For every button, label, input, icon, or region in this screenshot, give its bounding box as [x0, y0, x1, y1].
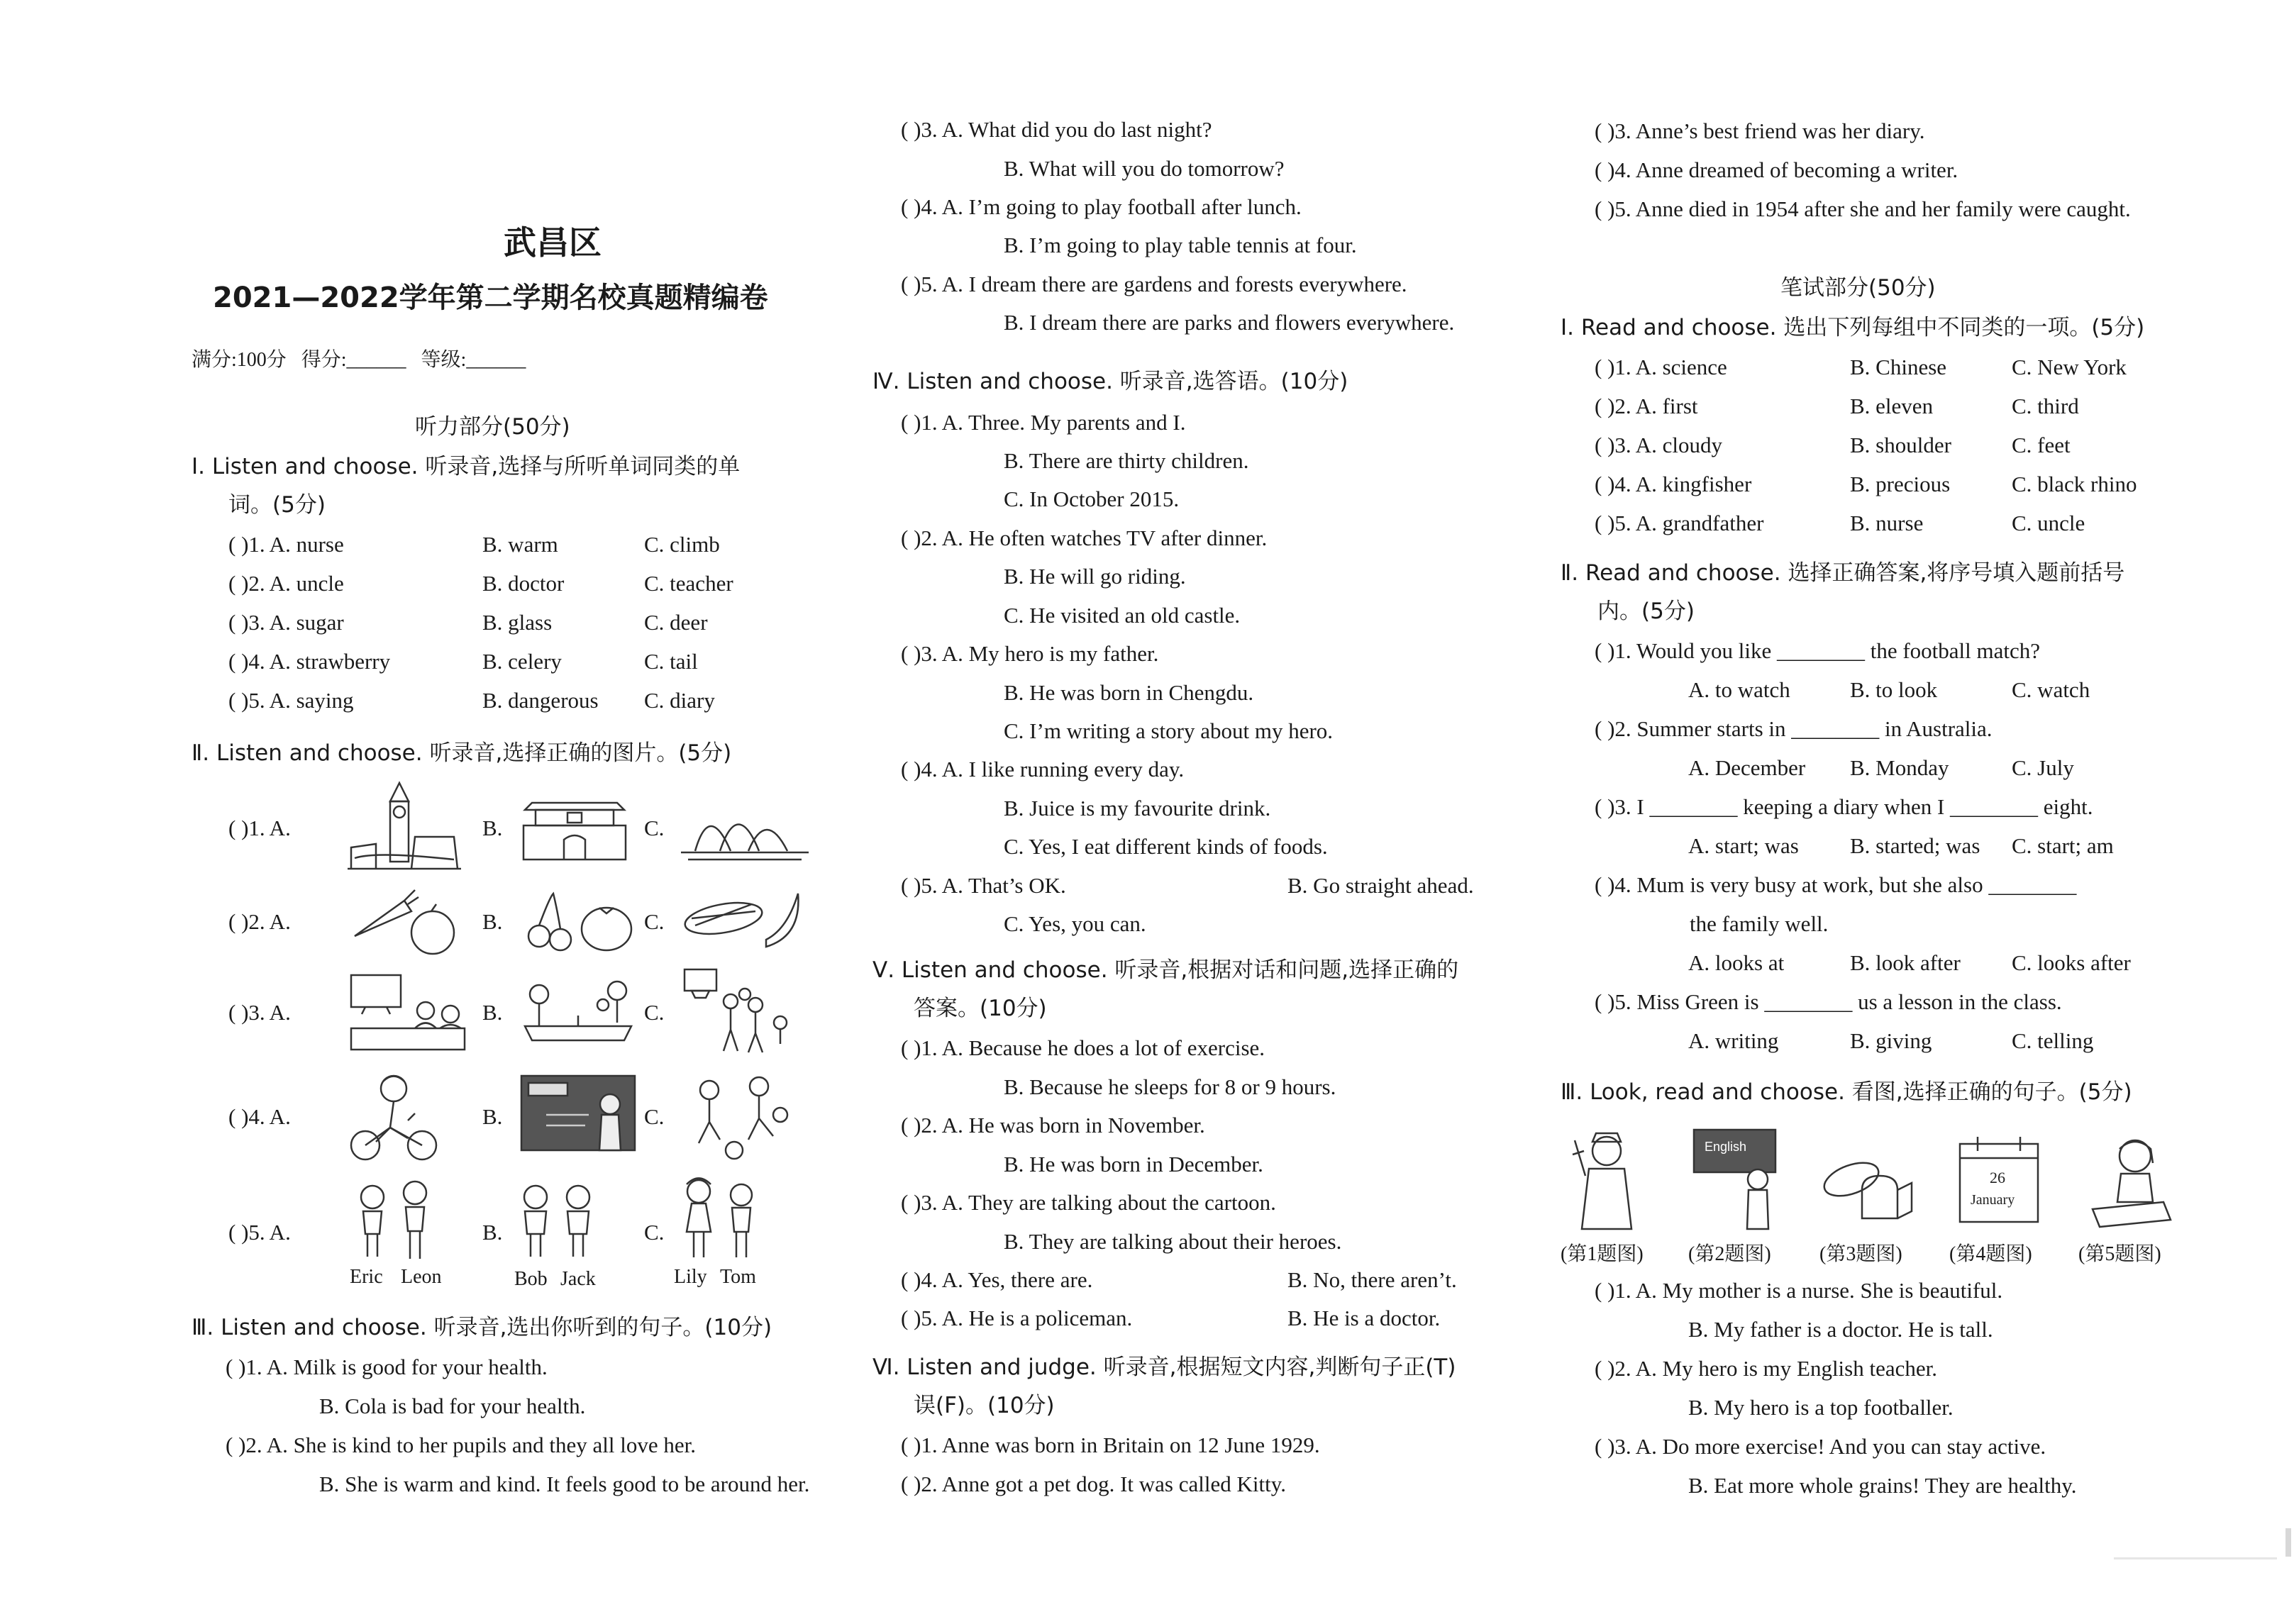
option-b: B. glass: [482, 610, 553, 635]
question-line: ( )5. A. That’s OK.: [901, 873, 1066, 898]
question-line: ( )1. A. My mother is a nurse. She is beautiful.: [1595, 1278, 2003, 1303]
option-c: C. feet: [2012, 433, 2071, 457]
page-edge-mark: [2285, 1528, 2291, 1557]
page-edge-line: [2114, 1557, 2277, 1559]
question-number: ( )1. A. nurse: [228, 532, 344, 557]
question-line: ( )3. Anne’s best friend was her diary.: [1595, 118, 1925, 143]
question-number: ( )2. A. first: [1595, 394, 1698, 418]
name-label: Eric: [350, 1266, 383, 1288]
question-line: ( )1. A. Because he does a lot of exercise.: [901, 1035, 1265, 1060]
option-c: C. teacher: [644, 571, 733, 596]
picture-caption: (第1题图): [1561, 1243, 1644, 1265]
option-line: B. He is a doctor.: [1287, 1306, 1441, 1330]
kids-playing-football-image[interactable]: [681, 1072, 794, 1161]
option-line: B. He was born in Chengdu.: [1004, 680, 1254, 705]
option-c: C. uncle: [2012, 511, 2085, 535]
section-title: 答案。(10分): [914, 996, 1047, 1021]
option-line: B. Because he sleeps for 8 or 9 hours.: [1004, 1074, 1336, 1099]
name-label: Tom: [720, 1266, 756, 1288]
option-a: A. looks at: [1688, 950, 1785, 975]
question-line: ( )3. A. Do more exercise! And you can stay active.: [1595, 1434, 2046, 1459]
picture-caption: (第4题图): [1949, 1243, 2032, 1265]
option-b: B. warm: [482, 532, 558, 557]
option-line: B. They are talking about their heroes.: [1004, 1229, 1342, 1254]
question-line: the family well.: [1690, 911, 1829, 936]
option-line: B. I dream there are parks and flowers everywhere.: [1004, 310, 1455, 335]
option-c: C. black rhino: [2012, 472, 2137, 496]
option-b: B. Monday: [1850, 755, 1949, 780]
big-ben-landmark-image[interactable]: [348, 780, 461, 872]
option-line: B. She is warm and kind. It feels good to be around her.: [319, 1472, 810, 1496]
option-a: A. start; was: [1688, 833, 1799, 858]
option-b: B.: [482, 1000, 503, 1025]
question-number: ( )3. A.: [228, 1000, 291, 1025]
section-title: Ⅰ. Listen and choose. 听录音,选择与所听单词同类的单: [192, 454, 741, 479]
section-title: Ⅳ. Listen and choose. 听录音,选答语。(10分): [872, 369, 1348, 394]
option-b: B. giving: [1850, 1028, 1932, 1053]
option-b: B. look after: [1850, 950, 1961, 975]
option-b: B. eleven: [1850, 394, 1934, 418]
option-b: B. Chinese: [1850, 355, 1947, 379]
option-line: B. What will you do tomorrow?: [1004, 156, 1285, 181]
option-b: B. nurse: [1850, 511, 1924, 535]
question-line: ( )2. A. My hero is my English teacher.: [1595, 1356, 1937, 1381]
option-b: B. started; was: [1850, 833, 1980, 858]
option-line: B. No, there aren’t.: [1287, 1267, 1457, 1292]
option-b: B.: [482, 816, 503, 840]
option-line: B. My father is a doctor. He is tall.: [1688, 1317, 1993, 1342]
carrot-and-orange-image[interactable]: [348, 886, 468, 957]
option-c: C. tail: [644, 649, 698, 674]
teacher-at-blackboard-image[interactable]: [518, 1072, 638, 1157]
paper-title: 2021—2022学年第二学期名校真题精编卷: [213, 282, 768, 314]
picture-caption: (第3题图): [1819, 1243, 1902, 1265]
question-line: ( )2. A. She is kind to her pupils and they all love her.: [226, 1433, 696, 1457]
option-line: B. Juice is my favourite drink.: [1004, 796, 1271, 821]
question-line: ( )1. A. Three. My parents and I.: [901, 410, 1186, 435]
option-c: C.: [644, 816, 665, 840]
question-line: ( )2. Summer starts in ________ in Australia.: [1595, 716, 1993, 741]
question-line: ( )4. A. I’m going to play football after lunch.: [901, 194, 1302, 219]
sydney-opera-house-image[interactable]: [681, 794, 809, 865]
question-number: ( )3. A. cloudy: [1595, 433, 1722, 457]
option-b: B. doctor: [482, 571, 565, 596]
calendar-day-text: 26: [1990, 1169, 2005, 1186]
option-a: A. writing: [1688, 1028, 1779, 1053]
section-title: 词。(5分): [228, 492, 326, 518]
corn-and-banana-image[interactable]: [681, 886, 809, 957]
option-line: B. I’m going to play table tennis at four.: [1004, 233, 1357, 257]
question-number: ( )4. A. kingfisher: [1595, 472, 1752, 496]
question-line: ( )2. Anne got a pet dog. It was called Kitty.: [901, 1472, 1286, 1496]
option-line: B. Eat more whole grains! They are healthy.: [1688, 1473, 2077, 1498]
option-line: B. He will go riding.: [1004, 564, 1186, 589]
question-line: ( )3. A. My hero is my father.: [901, 641, 1159, 666]
district-title: 武昌区: [504, 223, 602, 262]
basketball-kids-image[interactable]: [681, 966, 794, 1058]
name-label: Bob: [514, 1268, 548, 1290]
cherry-and-tomato-image[interactable]: [518, 886, 638, 957]
option-line: B. Go straight ahead.: [1287, 873, 1474, 898]
question-line: ( )1. A. Milk is good for your health.: [226, 1355, 548, 1379]
calendar-month-text: January: [1971, 1192, 2015, 1208]
question-line: ( )4. Mum is very busy at work, but she also ________: [1595, 872, 2077, 897]
question-line: ( )2. A. He was born in November.: [901, 1113, 1205, 1138]
question-number: ( )5. A. grandfather: [1595, 511, 1764, 535]
watching-tv-family-image[interactable]: [348, 972, 468, 1057]
question-number: ( )4. A.: [228, 1104, 291, 1129]
english-teacher-image: [1690, 1126, 1783, 1233]
option-b: B.: [482, 1104, 503, 1129]
picture-caption: (第2题图): [1688, 1243, 1771, 1265]
question-line: ( )3. A. What did you do last night?: [901, 117, 1212, 142]
boys-eric-leon-image[interactable]: [348, 1177, 440, 1262]
option-b: B.: [482, 909, 503, 934]
option-line: C. I’m writing a story about my hero.: [1004, 718, 1334, 743]
question-line: ( )2. A. He often watches TV after dinner.: [901, 525, 1268, 550]
lily-tom-image[interactable]: [674, 1174, 766, 1262]
option-b: B. dangerous: [482, 688, 599, 713]
option-b: B. precious: [1850, 472, 1951, 496]
question-line: ( )5. Anne died in 1954 after she and her family were caught.: [1595, 196, 2131, 221]
option-c: C. July: [2012, 755, 2074, 780]
question-number: ( )1. A. science: [1595, 355, 1727, 379]
name-label: Jack: [560, 1268, 596, 1290]
bread-image: [1819, 1147, 1919, 1225]
question-number: ( )1. A.: [228, 816, 291, 840]
option-b: B. celery: [482, 649, 562, 674]
option-a: A. December: [1688, 755, 1806, 780]
option-b: B.: [482, 1220, 503, 1245]
option-c: C. watch: [2012, 677, 2090, 702]
question-line: ( )5. A. He is a policeman.: [901, 1306, 1133, 1330]
listening-heading: 听力部分(50分): [415, 414, 570, 440]
section-title: Ⅲ. Look, read and choose. 看图,选择正确的句子。(5分): [1561, 1079, 2132, 1105]
option-line: C. Yes, I eat different kinds of foods.: [1004, 834, 1328, 859]
tiananmen-landmark-image[interactable]: [518, 789, 631, 867]
score-line: 满分:100分 得分:______ 等级:______: [192, 349, 526, 371]
option-c: C.: [644, 1000, 665, 1025]
option-c: C. climb: [644, 532, 720, 557]
option-c: C. looks after: [2012, 950, 2131, 975]
option-line: B. Cola is bad for your health.: [319, 1394, 586, 1418]
question-line: ( )4. A. Yes, there are.: [901, 1267, 1093, 1292]
question-line: ( )5. A. I dream there are gardens and forests everywhere.: [901, 272, 1407, 296]
section-title: 误(F)。(10分): [914, 1393, 1055, 1418]
option-c: C. start; am: [2012, 833, 2114, 858]
question-line: ( )3. A. They are talking about the cartoon.: [901, 1190, 1276, 1215]
option-a: A. to watch: [1688, 677, 1790, 702]
option-c: C. deer: [644, 610, 708, 635]
option-b: B. to look: [1850, 677, 1938, 702]
section-title: Ⅱ. Listen and choose. 听录音,选择正确的图片。(5分): [192, 740, 732, 766]
option-c: C.: [644, 1104, 665, 1129]
calendar-image: [1956, 1133, 2041, 1225]
option-c: C. diary: [644, 688, 715, 713]
question-number: ( )4. A. strawberry: [228, 649, 391, 674]
question-line: ( )1. Would you like ________ the football match?: [1595, 638, 2041, 663]
writing-heading: 笔试部分(50分): [1780, 275, 1936, 301]
question-number: ( )5. A.: [228, 1220, 291, 1245]
name-label: Leon: [401, 1266, 442, 1288]
section-title: 内。(5分): [1597, 599, 1695, 624]
question-number: ( )2. A. uncle: [228, 571, 344, 596]
board-english-text: English: [1705, 1140, 1747, 1154]
option-line: C. In October 2015.: [1004, 486, 1180, 511]
picture-caption: (第5题图): [2078, 1243, 2161, 1265]
option-c: C. New York: [2012, 355, 2127, 379]
nurse-image: [1564, 1126, 1649, 1233]
boys-bob-jack-image[interactable]: [511, 1179, 603, 1262]
option-c: C. third: [2012, 394, 2079, 418]
option-line: C. He visited an old castle.: [1004, 603, 1241, 628]
question-line: ( )1. Anne was born in Britain on 12 June 1929.: [901, 1433, 1320, 1457]
option-line: B. He was born in December.: [1004, 1152, 1263, 1177]
option-c: C. telling: [2012, 1028, 2094, 1053]
option-c: C.: [644, 1220, 665, 1245]
section-title: Ⅲ. Listen and choose. 听录音,选出你听到的句子。(10分): [192, 1315, 772, 1340]
option-c: C.: [644, 909, 665, 934]
question-number: ( )2. A.: [228, 909, 291, 934]
question-number: ( )5. A. saying: [228, 688, 354, 713]
section-title: Ⅰ. Read and choose. 选出下列每组中不同类的一项。(5分): [1561, 315, 2145, 340]
option-b: B. shoulder: [1850, 433, 1951, 457]
table-tennis-image[interactable]: [518, 973, 638, 1051]
option-line: B. My hero is a top footballer.: [1688, 1395, 1954, 1420]
question-line: ( )5. Miss Green is ________ us a lesson in the class.: [1595, 989, 2062, 1014]
question-number: ( )3. A. sugar: [228, 610, 344, 635]
girl-writing-diary-image: [2085, 1131, 2178, 1230]
section-title: Ⅱ. Read and choose. 选择正确答案,将序号填入题前括号: [1561, 560, 2125, 586]
question-line: ( )4. A. I like running every day.: [901, 757, 1185, 782]
question-line: ( )3. I ________ keeping a diary when I ________ eight.: [1595, 794, 2093, 819]
girl-riding-bike-image[interactable]: [348, 1071, 440, 1163]
section-title: Ⅵ. Listen and judge. 听录音,根据短文内容,判断句子正(T): [872, 1355, 1456, 1380]
option-line: B. There are thirty children.: [1004, 448, 1249, 473]
question-line: ( )4. Anne dreamed of becoming a writer.: [1595, 157, 1958, 182]
section-title: Ⅴ. Listen and choose. 听录音,根据对话和问题,选择正确的: [872, 957, 1459, 983]
option-line: C. Yes, you can.: [1004, 911, 1146, 936]
name-label: Lily: [674, 1266, 707, 1288]
